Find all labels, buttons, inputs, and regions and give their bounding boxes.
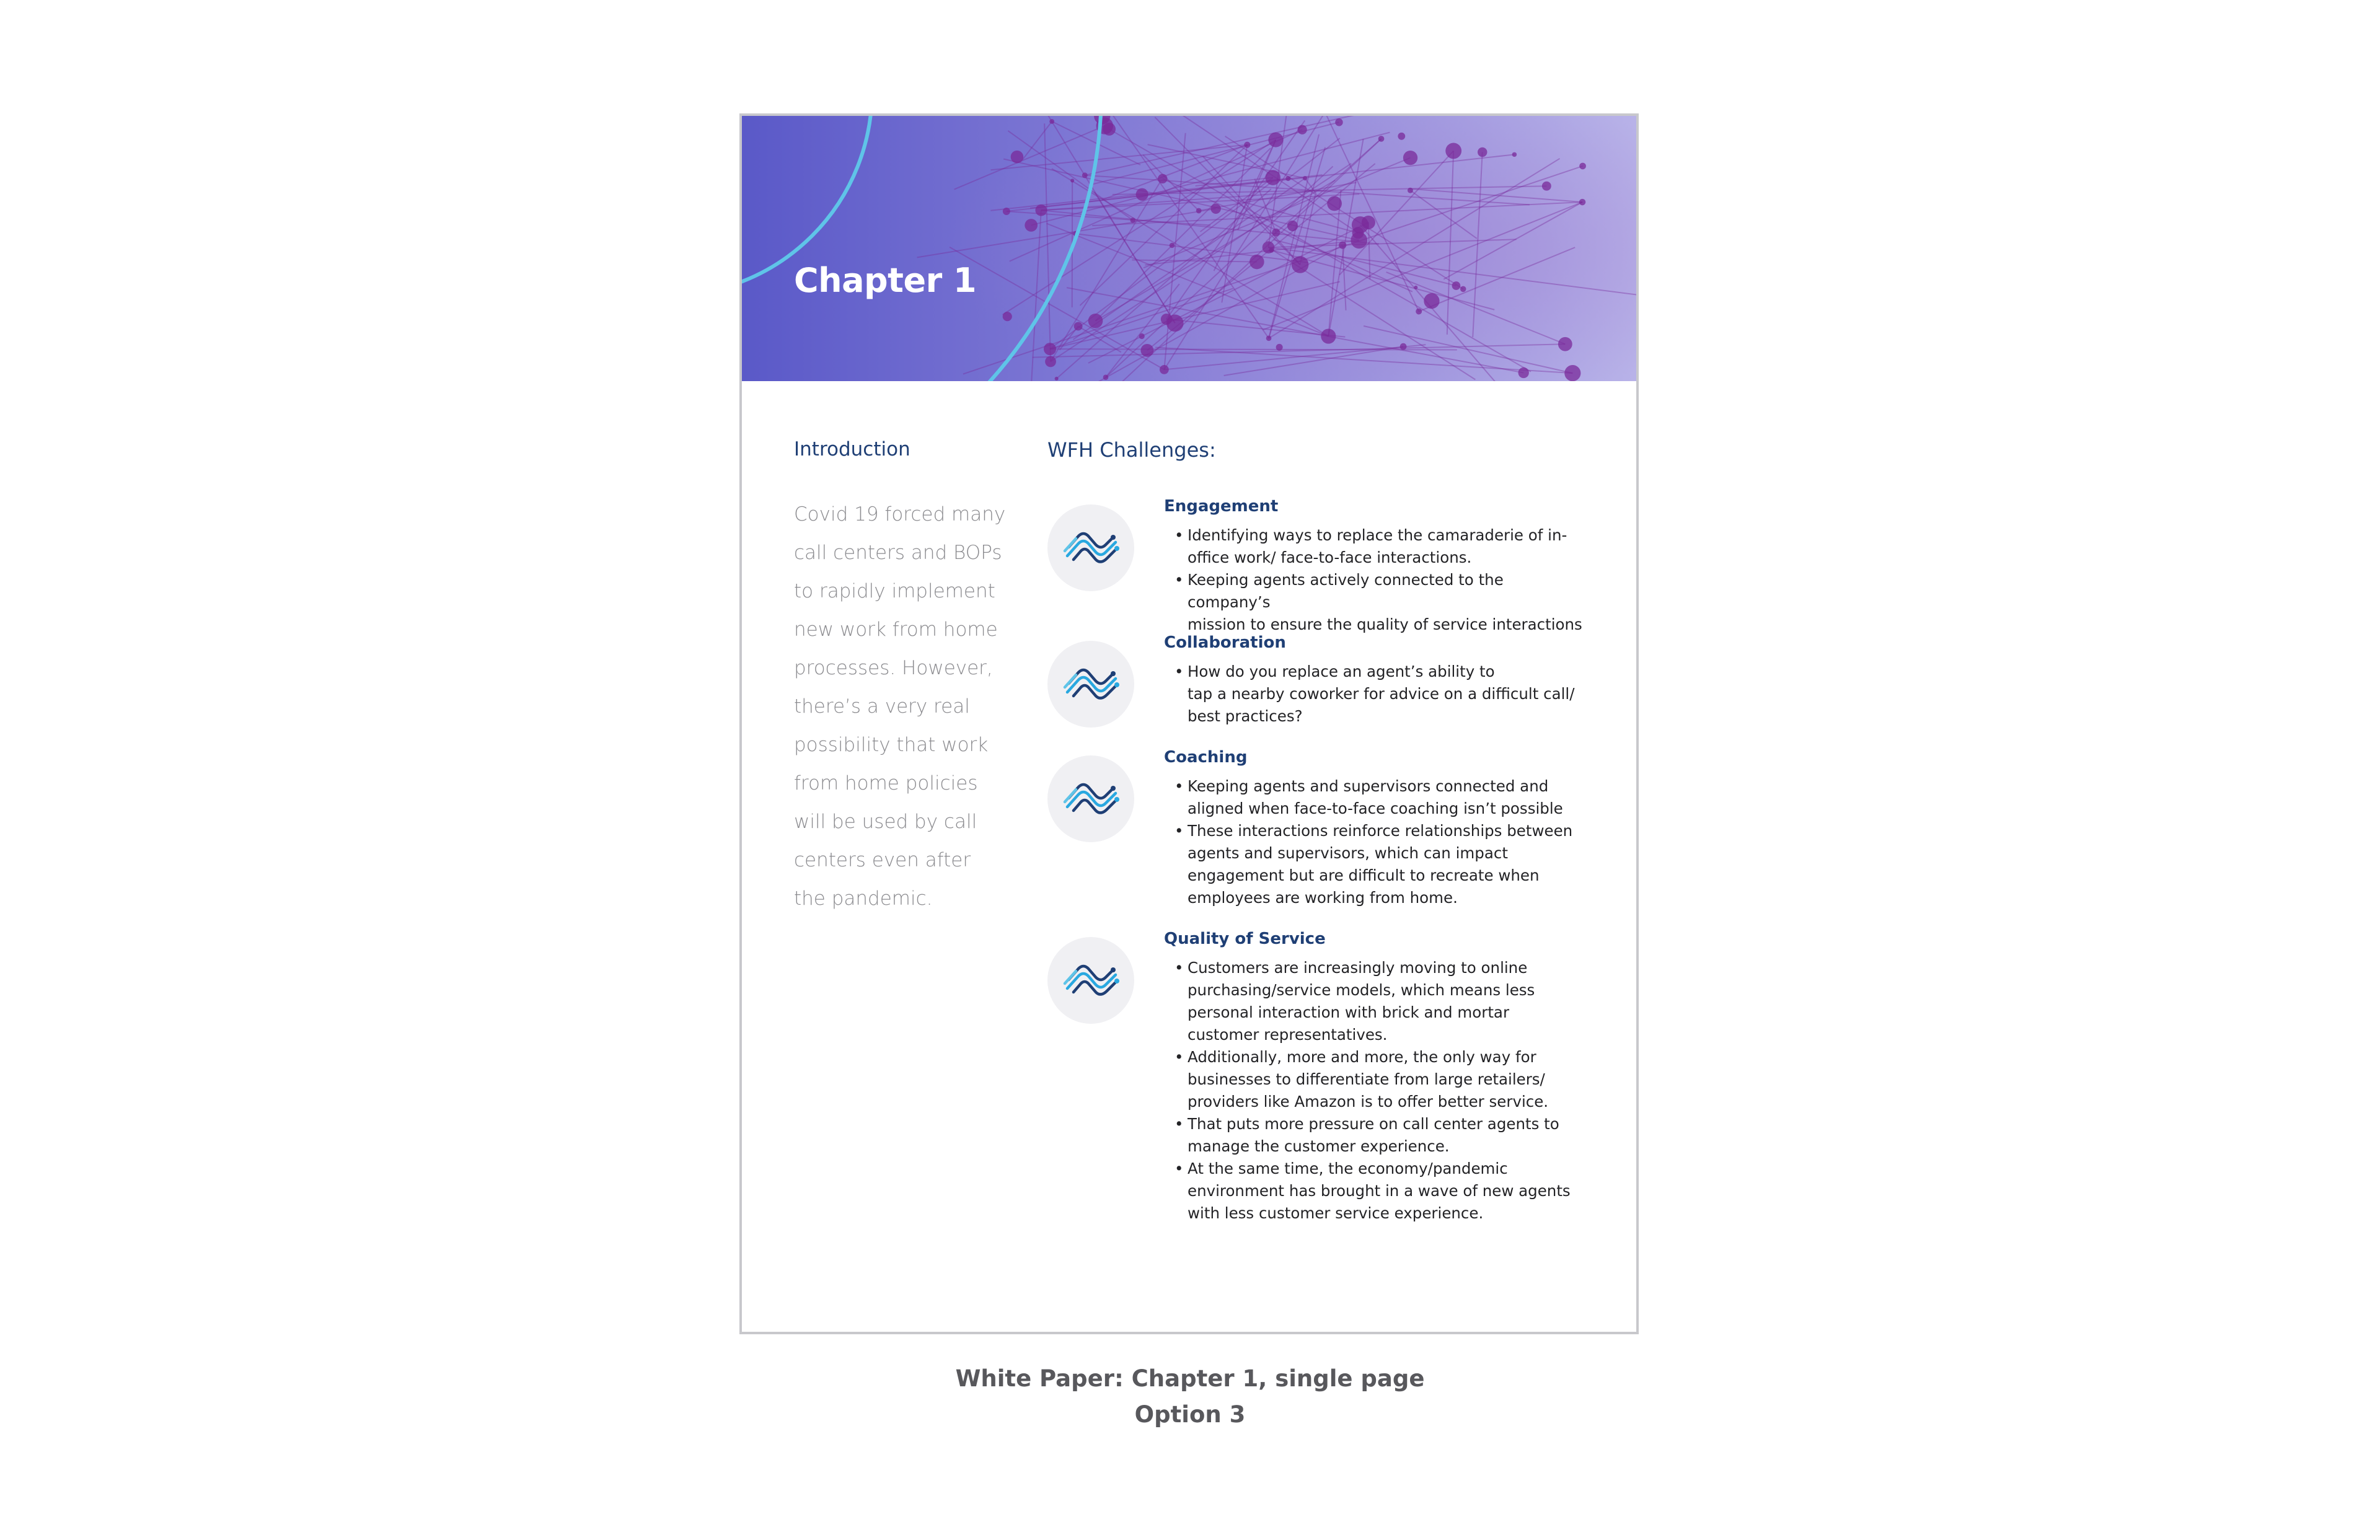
- network-node: [1139, 333, 1145, 339]
- network-node: [1055, 377, 1059, 381]
- challenge-title: Engagement: [1164, 497, 1279, 516]
- network-node: [1276, 344, 1283, 351]
- intro-line: new work from home: [794, 618, 998, 641]
- network-node: [1398, 133, 1405, 140]
- link-loop-icon: [1047, 937, 1134, 1024]
- chapter-title: Chapter 1: [794, 261, 977, 300]
- challenge-bullet: • How do you replace an agent’s ability to tap a nearby coworker for advice on a difficult call/ best practices?: [1164, 661, 1585, 728]
- network-node: [1210, 204, 1220, 214]
- caption-option: Option 3: [1134, 1401, 1246, 1428]
- network-node: [1424, 293, 1439, 309]
- network-node: [1170, 243, 1175, 249]
- network-node: [1339, 241, 1346, 249]
- network-node: [1542, 182, 1551, 191]
- network-node: [1011, 151, 1023, 163]
- caption-title: White Paper: Chapter 1, single page: [955, 1365, 1425, 1392]
- intro-line: the pandemic.: [794, 887, 933, 910]
- network-node: [1327, 196, 1342, 211]
- challenge-bullet: • Customers are increasingly moving to online purchasing/service models, which means less personal interaction with brick and mortar customer representatives.: [1164, 957, 1585, 1046]
- introduction-body: [794, 495, 1008, 918]
- network-node: [1044, 343, 1056, 355]
- network-node: [1250, 255, 1264, 270]
- intro-line: processes. However,: [794, 657, 993, 679]
- challenge-bullets: [1164, 775, 1585, 909]
- network-node: [1335, 118, 1342, 126]
- intro-line: to rapidly implement: [794, 580, 995, 602]
- challenge-bullet: • That puts more pressure on call center agents to manage the customer experience.: [1164, 1113, 1585, 1158]
- chapter-banner: [742, 116, 1636, 381]
- intro-line: possibility that work: [794, 734, 989, 756]
- challenge-bullet: • Additionally, more and more, the only way for businesses to differentiate from large retailers/ providers like Amazon is to offer better service.: [1164, 1046, 1585, 1113]
- intro-line: centers even after: [794, 849, 971, 871]
- network-node: [1285, 176, 1290, 181]
- network-node: [1103, 375, 1109, 381]
- challenge-bullets: [1164, 524, 1585, 636]
- network-node: [1445, 143, 1461, 159]
- network-node: [1003, 312, 1012, 321]
- network-node: [1558, 337, 1572, 351]
- introduction-heading: Introduction: [794, 438, 910, 460]
- link-loop-icon: [1047, 755, 1134, 842]
- network-node: [1303, 176, 1307, 180]
- challenge-bullet: • These interactions reinforce relationships between agents and supervisors, which can impact engagement but are difficult to recreate when employees are working from home.: [1164, 820, 1585, 909]
- network-node: [1400, 343, 1407, 350]
- network-node: [1378, 136, 1385, 142]
- challenge-bullet: • At the same time, the economy/pandemic environment has brought in a wave of new agents with less customer service experience.: [1164, 1158, 1585, 1225]
- challenge-title: Collaboration: [1164, 633, 1286, 652]
- network-node: [1074, 322, 1083, 331]
- network-node: [1287, 221, 1298, 231]
- challenge-title: Quality of Service: [1164, 930, 1326, 948]
- network-node: [1035, 205, 1047, 216]
- network-node: [1351, 232, 1367, 249]
- network-node: [1414, 286, 1417, 289]
- network-node: [1244, 142, 1250, 148]
- network-node: [1460, 286, 1466, 293]
- network-node: [1263, 241, 1275, 253]
- network-node: [1579, 163, 1586, 170]
- network-node: [1292, 256, 1309, 273]
- network-node: [1321, 328, 1336, 343]
- intro-line: from home policies: [794, 772, 978, 794]
- network-node: [1158, 174, 1167, 183]
- network-node: [1408, 188, 1413, 193]
- network-node: [1265, 170, 1280, 185]
- intro-line: Covid 19 forced many: [794, 503, 1006, 526]
- wfh-challenges-heading: WFH Challenges:: [1047, 438, 1216, 462]
- network-node: [1478, 147, 1487, 157]
- network-node: [1136, 188, 1148, 201]
- network-node: [1564, 365, 1580, 381]
- network-node: [1088, 314, 1103, 328]
- network-node: [1362, 216, 1375, 229]
- network-node: [1196, 208, 1202, 214]
- challenge-bullet: • Identifying ways to replace the camaraderie of in- office work/ face-to-face interactions.: [1164, 524, 1585, 569]
- network-node: [1452, 281, 1461, 290]
- intro-line: will be used by call: [794, 811, 977, 833]
- network-node: [1403, 151, 1417, 165]
- network-node: [1416, 309, 1422, 315]
- network-node: [1272, 229, 1280, 237]
- network-node: [1140, 344, 1153, 357]
- network-node: [1298, 125, 1307, 134]
- network-node: [1160, 365, 1169, 374]
- challenge-bullets: [1164, 661, 1585, 728]
- network-node: [1025, 219, 1038, 232]
- challenge-bullets: [1164, 957, 1585, 1225]
- intro-line: there’s a very real: [794, 695, 970, 718]
- network-background-illustration: [742, 116, 1636, 381]
- network-node: [1268, 133, 1283, 147]
- link-loop-icon: [1047, 504, 1134, 591]
- intro-line: call centers and BOPs: [794, 542, 1002, 564]
- network-node: [1512, 152, 1517, 157]
- network-node: [1082, 172, 1088, 178]
- network-node: [1049, 119, 1054, 124]
- white-paper-page: [739, 113, 1639, 1334]
- network-node: [1161, 314, 1172, 325]
- network-node: [1518, 367, 1529, 378]
- network-node: [1579, 199, 1585, 205]
- challenge-bullet: • Keeping agents and supervisors connected and aligned when face-to-face coaching isn’t possible: [1164, 775, 1585, 820]
- link-loop-icon: [1047, 641, 1134, 728]
- network-node: [1070, 178, 1074, 182]
- network-node: [1003, 208, 1010, 215]
- network-node: [1266, 336, 1272, 341]
- network-node: [1130, 218, 1136, 223]
- challenge-bullet: • Keeping agents actively connected to the company’s mission to ensure the quality of service interactions: [1164, 569, 1585, 636]
- network-node: [1045, 356, 1056, 367]
- challenge-title: Coaching: [1164, 748, 1248, 767]
